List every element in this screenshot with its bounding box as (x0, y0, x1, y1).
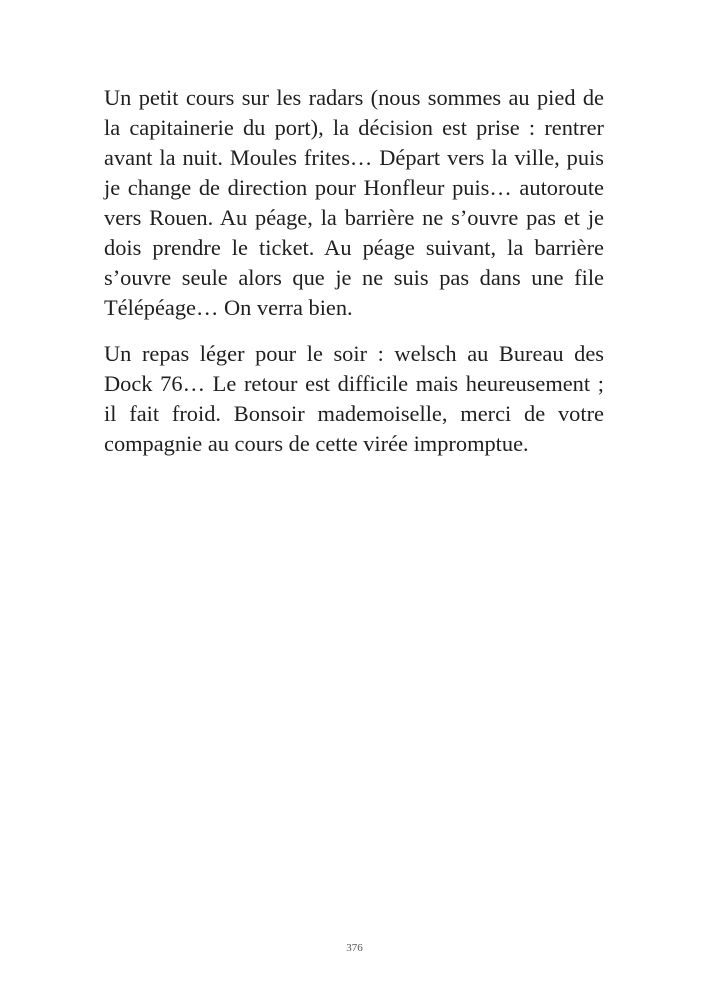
page-number: 376 (346, 942, 363, 954)
paragraph-2: Un repas léger pour le soir : welsch au Bureau des Dock 76… Le retour est difficile mais heureusement ; il fait froid. Bonsoir mademoiselle, merci de votre compagnie au cours de cette virée impromptue. (104, 341, 604, 456)
paragraph-1: Un petit cours sur les radars (nous sommes au pied de la capitainerie du port), la décision est prise : rentrer avant la nuit. Moules frites… Départ vers la ville, puis je change de direction pour Honfleur puis… autoroute vers Rouen. Au péage, la barrière ne s’ouvre pas et je dois prendre le ticket. Au péage suivant, la barrière s’ouvre seule alors que je ne suis pas dans une file Télépéage… On verra bien. (104, 85, 604, 320)
body-text (104, 83, 604, 475)
